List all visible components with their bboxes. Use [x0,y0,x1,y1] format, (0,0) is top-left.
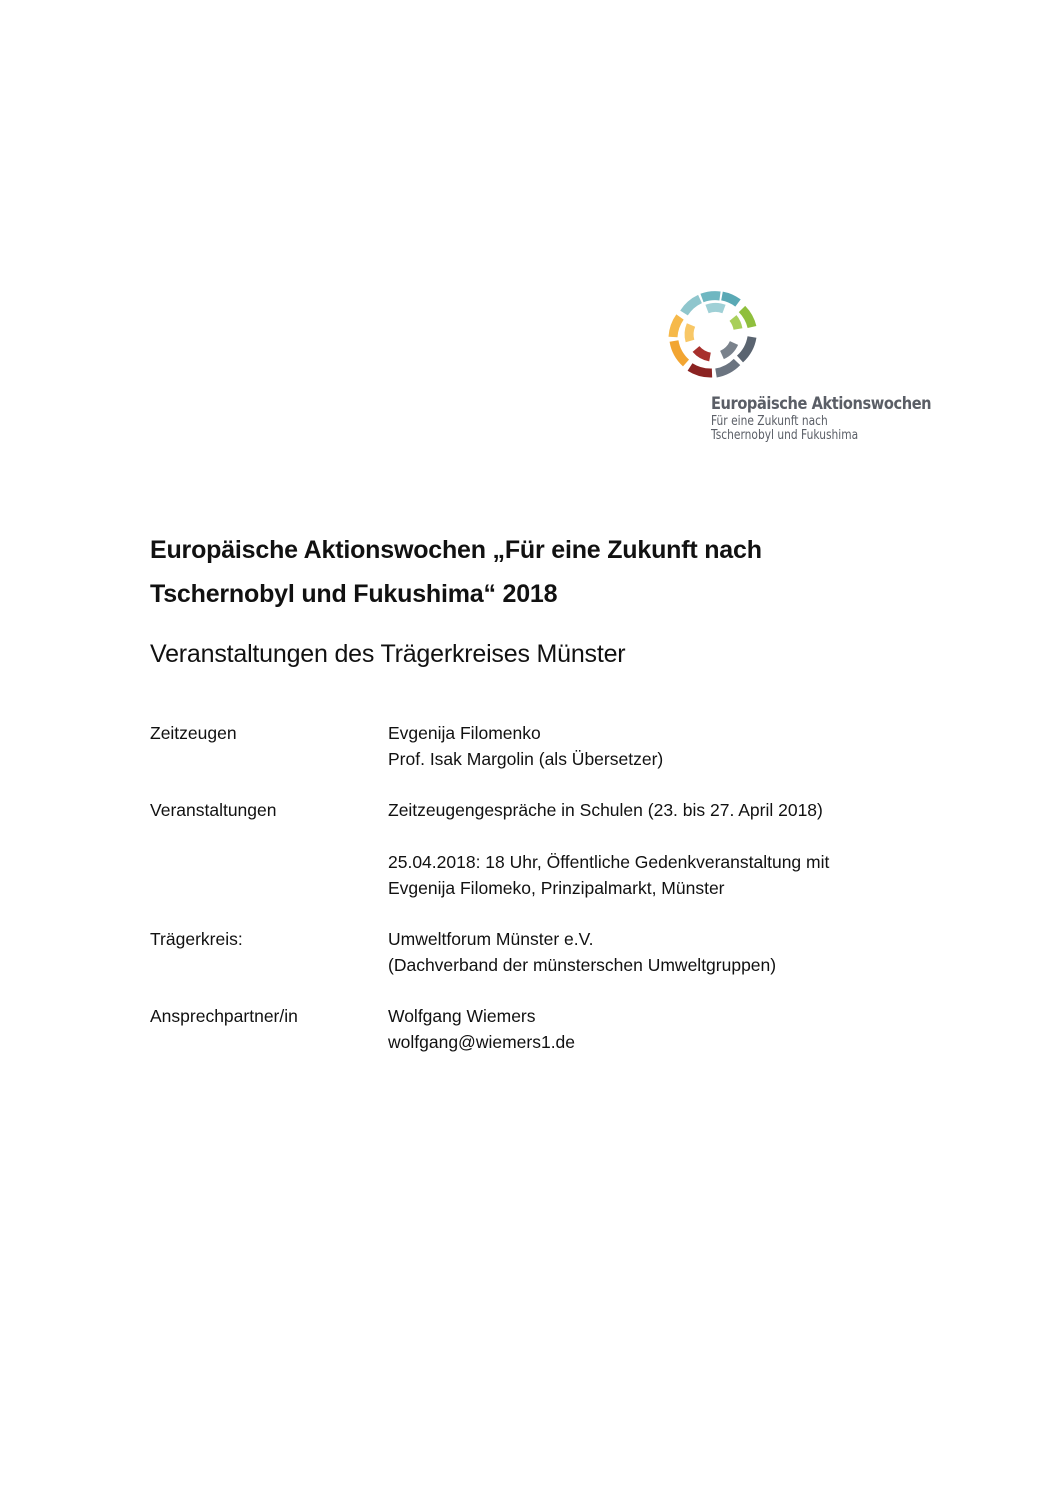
info-values [388,797,950,901]
info-line: 25.04.2018: 18 Uhr, Öffentliche Gedenkveranstaltung mit [388,852,830,872]
info-block [388,720,950,772]
info-row-ansprechpartner [150,1003,950,1055]
info-values [388,1003,950,1055]
info-label: Zeitzeugen [150,723,237,743]
logo-text [711,395,967,444]
contact-email[interactable]: wolfgang@wiemers1.de [388,1032,576,1052]
info-values [388,926,950,978]
info-line: Prof. Isak Margolin (als Übersetzer) [388,749,664,769]
info-line: Umweltforum Münster e.V. [388,929,594,949]
info-row-veranstaltungen [150,797,950,901]
info-label: Trägerkreis: [150,929,243,949]
info-label: Ansprechpartner/in [150,1006,298,1026]
info-block [388,926,950,978]
info-line: Evgenija Filomeko, Prinzipalmarkt, Münster [388,878,725,898]
info-line: (Dachverband der münsterschen Umweltgruppen) [388,955,777,975]
info-row-zeitzeugen [150,720,950,772]
document-title-line-2: Tschernobyl und Fukushima“ 2018 [150,580,558,608]
logo-line-2: Für eine Zukunft nach [711,413,828,429]
info-line: Wolfgang Wiemers [388,1006,536,1026]
info-row-traegerkreis [150,926,950,978]
logo-line-1: Europäische Aktionswochen [711,394,932,414]
info-label: Veranstaltungen [150,800,277,820]
document-title [150,528,950,616]
document-title-line-1: Europäische Aktionswochen „Für eine Zukunft nach [150,536,762,564]
info-block [388,849,950,901]
document-subtitle: Veranstaltungen des Trägerkreises Münster [150,640,626,668]
info-line: Evgenija Filomenko [388,723,541,743]
logo-line-3: Tschernobyl und Fukushima [711,428,859,444]
info-values [388,720,950,772]
info-block [388,797,950,823]
info-block [388,1003,950,1055]
info-line: Zeitzeugengespräche in Schulen (23. bis 27. April 2018) [388,800,823,820]
info-table [150,720,950,1080]
logo [660,285,950,465]
aktionswochen-ring-logo-icon [660,285,764,385]
